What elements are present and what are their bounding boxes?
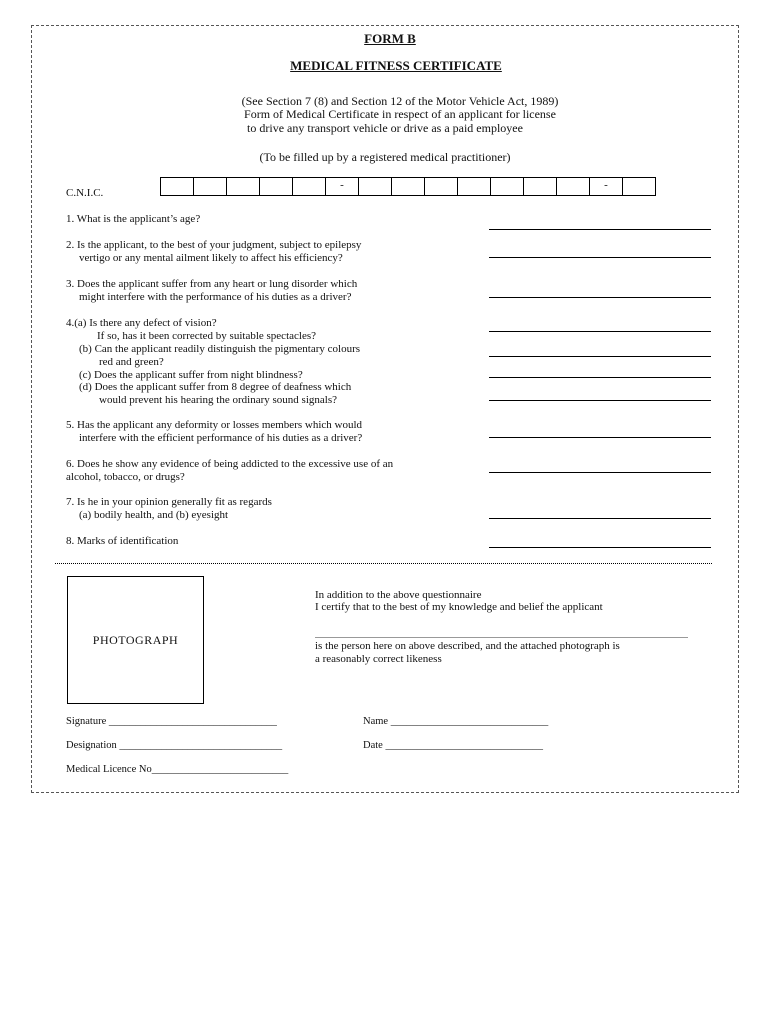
medical-licence-field[interactable]: Medical Licence No__________________________ [66, 764, 289, 775]
name-field[interactable]: Name ______________________________ [363, 716, 549, 727]
question-4d-line-2: would prevent his hearing the ordinary sound signals? [99, 394, 337, 406]
cnic-cell[interactable] [391, 177, 425, 196]
answer-line-q2[interactable] [489, 257, 711, 258]
question-4a-line-2: If so, has it been corrected by suitable spectacles? [97, 330, 316, 342]
cnic-cell[interactable] [259, 177, 293, 196]
answer-line-q8[interactable] [489, 547, 711, 548]
section-divider [55, 563, 712, 564]
cnic-cell[interactable] [160, 177, 194, 196]
answer-line-q7[interactable] [489, 518, 711, 519]
photograph-box[interactable] [67, 576, 204, 704]
certification-line-1: In addition to the above questionnaire [315, 589, 482, 601]
question-5-line-2: interfere with the efficient performance of his duties as a driver? [79, 432, 363, 444]
question-5-line-1: 5. Has the applicant any deformity or losses members which would [66, 419, 363, 431]
question-6-line-2: alcohol, tobacco, or drugs? [66, 471, 185, 483]
designation-field[interactable]: Designation _______________________________ [66, 740, 283, 751]
reference-line-2: Form of Medical Certificate in respect of an applicant for license [244, 107, 556, 121]
answer-line-q1[interactable] [489, 229, 711, 230]
cnic-cell[interactable] [622, 177, 656, 196]
certification-line-3: is the person here on above described, and the attached photograph is [315, 640, 620, 652]
cnic-label: C.N.I.C. [66, 187, 104, 199]
cnic-cell[interactable] [226, 177, 260, 196]
cnic-boxes[interactable] [160, 177, 655, 196]
cnic-cell[interactable] [292, 177, 326, 196]
question-6-line-1: 6. Does he show any evidence of being addicted to the excessive use of an [66, 458, 394, 470]
photograph-label: PHOTOGRAPH [92, 632, 179, 647]
certification-line-4: a reasonably correct likeness [315, 653, 442, 665]
answer-line-q3[interactable] [489, 297, 711, 298]
answer-line-q4d[interactable] [489, 400, 711, 401]
answer-line-q4b[interactable] [489, 356, 711, 357]
cnic-separator-cell: - [589, 177, 623, 196]
question-7-line-2: (a) bodily health, and (b) eyesight [79, 509, 229, 521]
answer-line-q6[interactable] [489, 472, 711, 473]
cnic-cell[interactable] [490, 177, 524, 196]
certification-line-2: I certify that to the best of my knowledge and belief the applicant [315, 601, 603, 613]
answer-line-q4c[interactable] [489, 377, 711, 378]
cnic-cell[interactable] [193, 177, 227, 196]
question-8: 8. Marks of identification [66, 535, 179, 547]
question-4d-line-1: (d) Does the applicant suffer from 8 degree of deafness which [79, 381, 352, 393]
cnic-separator-cell: - [325, 177, 359, 196]
question-4b-line-1: (b) Can the applicant readily distinguish the pigmentary colours [79, 343, 361, 355]
date-field[interactable]: Date ______________________________ [363, 740, 543, 751]
question-3-line-2: might interfere with the performance of his duties as a driver? [79, 291, 352, 303]
cnic-cell[interactable] [358, 177, 392, 196]
question-1: 1. What is the applicant’s age? [66, 213, 201, 225]
form-title: FORM B [364, 31, 416, 46]
question-4c: (c) Does the applicant suffer from night blindness? [79, 369, 303, 381]
applicant-name-line[interactable] [315, 637, 688, 638]
question-4a-line-1: 4.(a) Is there any defect of vision? [66, 317, 217, 329]
cnic-cell[interactable] [457, 177, 491, 196]
cnic-cell[interactable] [424, 177, 458, 196]
answer-line-q4a[interactable] [489, 331, 711, 332]
cnic-cell[interactable] [523, 177, 557, 196]
reference-line-1: (See Section 7 (8) and Section 12 of the Motor Vehicle Act, 1989) [241, 94, 559, 108]
form-subtitle: MEDICAL FITNESS CERTIFICATE [290, 58, 502, 73]
cnic-cell[interactable] [556, 177, 590, 196]
signature-field[interactable]: Signature ________________________________ [66, 716, 277, 727]
question-2-line-2: vertigo or any mental ailment likely to affect his efficiency? [79, 252, 343, 264]
answer-line-q5[interactable] [489, 437, 711, 438]
question-7-line-1: 7. Is he in your opinion generally fit as regards [66, 496, 272, 508]
question-3-line-1: 3. Does the applicant suffer from any heart or lung disorder which [66, 278, 358, 290]
question-4b-line-2: red and green? [99, 356, 164, 368]
instruction-text: (To be filled up by a registered medical practitioner) [259, 150, 511, 164]
reference-line-3: to drive any transport vehicle or drive as a paid employee [247, 121, 523, 135]
question-2-line-1: 2. Is the applicant, to the best of your judgment, subject to epilepsy [66, 239, 362, 251]
